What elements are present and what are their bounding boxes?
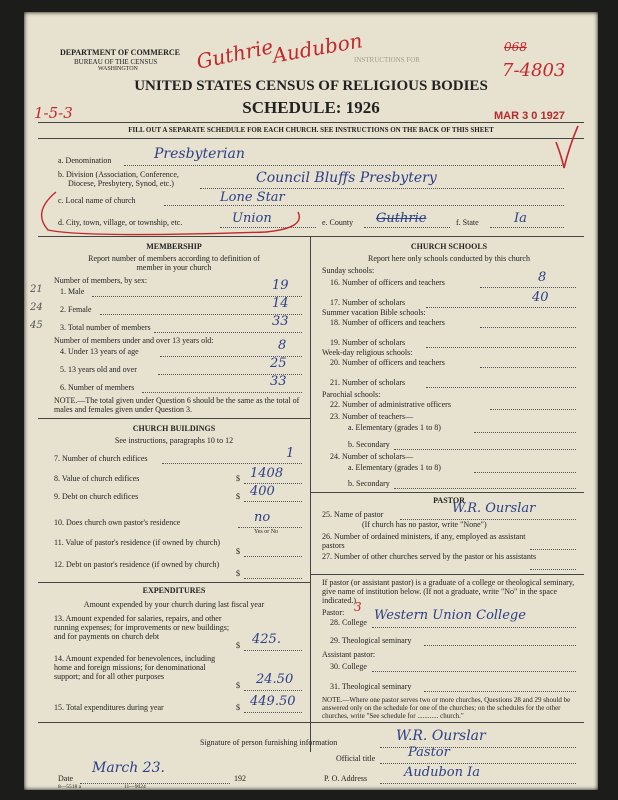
census-schedule-sheet: DEPARTMENT OF COMMERCE BUREAU OF THE CENSUS WASHINGTON INSTRUCTIONS FOR UNITED STATES CENSUS OF RELIGIOUS BODIES SCHEDULE: 1926 FILL OUT A SEPARATE SCHEDULE FOR EACH CHURCH. SEE INSTRUCTIONS ON THE BACK OF THIS SHEET Guthrie Audubon 1-5-3 068 7-4803 MAR 3 0 1927 a. Denomination Presbyterian b. Division (Association, Conference, Diocese, Presbytery, Synod, etc.) Council Bluffs Presbytery c. Local name of church Lone Star d. City, town, village, or township, etc. Union e. County Guthrie f. State Ia MEMBERSHIP Report number of members according to definition of member in your church Number of members, by sex: 1. Male 19 21 2. Female 14 24 3. Total number of members 33 45 Number of members under and over 13 years old: 4. Under 13 years of age 8 5. 13 years old and over 25 6. Number of members 33 NOTE.—The total given under Question 6 should be the same as the total of males and females given under Question 3. CHURCH BUILDINGS See instructions, paragraphs 10 to 12 7. Number of church edifices 1 8. Value of church edifices $ 1408 9. Debt on church edifices $ 400 10. Does church own pastor's residence no Yes or No 11. Value of pastor's residence (if owned by church) $ 12. Debt on pastor's residence (if owned by church) $ EXPENDITURES Amount expended by your church during last fiscal year 13. Amount expended for salaries, repairs, and other running expenses; for improvements or new buildings; and for payments on church debt $ 425. 14. Amount expended for benevolences, including home and foreign missions; for denominational support; and for all other purposes $ 24.50 15. Total expenditures during year $ 449.50 CHURCH SCHOOLS Report here only schools conducted by this church Sunday schools: 16. Number of officers and teachers 8 17. Number of scholars 40 Summer vacation Bible schools: 18. Number of officers and teachers 19. Number of scholars Week-day religious schools: 20. Number of officers and teachers 21. Number of scholars Parochial schools: 22. Number of administrative officers 23. Number of teachers— a. Elementary (grades 1 to 8) b. Secondary 24. Number of scholars— a. Elementary (grades 1 to 8) b. Secondary PASTOR 25. Name of pastor W.R. Ourslar (If church has no pastor, write "None") 26. Number of ordained ministers, if any, employed as assistant pastors 27. Number of other churches served by the pastor or his assistants If pastor (or assistant pastor) is a graduate of a college or theological seminary, give name of institution below. (If not a graduate, write "No" in the space indicated.) Pastor: 3 28. College Western Union College 29. Theological seminary Assistant pastor: 30. College 31. Theological seminary NOTE.—Where one pastor serves two or more churches, Questions 28 and 29 should be answered only on the schedule for one of the churches; on the schedules for the other churches, write "See schedule for ............ church." Signature of person furnishing information W.R. Ourslar Official title Pastor Date March 23. 192 P. O. Address Audubon Ia 8—5518 a 11—9024 (24, 12, 598, 790)
city-town-value: Union (232, 211, 272, 226)
q15-value: 449.50 (250, 694, 296, 709)
schools-subheading: Report here only schools conducted by this church (368, 254, 530, 263)
buildings-heading: CHURCH BUILDINGS (132, 424, 216, 433)
membership-heading: MEMBERSHIP (146, 242, 202, 251)
red-code-note: 1-5-3 (34, 104, 73, 122)
expenditures-subheading: Amount expended by your church during last fiscal year (83, 600, 265, 609)
local-name-value: Lone Star (220, 190, 285, 205)
q23a-label: a. Elementary (grades 1 to 8) (348, 423, 441, 432)
q1-value: 19 (272, 278, 289, 293)
q25-label: 25. Name of pastor (322, 510, 384, 519)
parochial-schools-label: Parochial schools: (322, 390, 381, 399)
q3-label: 3. Total number of members (60, 323, 151, 332)
red-circle-mark (26, 182, 326, 242)
pastor-sublabel: Pastor: (322, 608, 345, 617)
q7-label: 7. Number of church edifices (54, 454, 148, 463)
under-over-13-label: Number of members under and over 13 years old: (54, 336, 214, 345)
q9-label: 9. Debt on church edifices (54, 492, 139, 501)
q16-value: 8 (538, 270, 547, 285)
department-label: DEPARTMENT OF COMMERCE (60, 48, 181, 57)
denomination-value: Presbyterian (154, 146, 245, 162)
q23-label: 23. Number of teachers— (330, 412, 414, 421)
date-value: March 23. (92, 760, 165, 776)
q17-value: 40 (532, 290, 549, 305)
q14-label: 14. Amount expended for benevolences, including home and foreign missions; for denominational support; and for all other purposes (54, 654, 216, 681)
denomination-label: a. Denomination (58, 156, 112, 165)
q24-label: 24. Number of scholars— (330, 452, 414, 461)
q1-margin-note: 21 (30, 284, 43, 295)
division-label-line1: b. Division (Association, Conference, (58, 170, 179, 179)
graduate-note: If pastor (or assistant pastor) is a graduate of a college or theological seminary, give name of institution below. (If not a graduate, write "No" in the space indicated.) (322, 578, 575, 605)
q28-value: Western Union College (374, 608, 526, 623)
q2-margin-note: 24 (30, 302, 43, 313)
city-label: WASHINGTON (98, 66, 138, 72)
q24a-label: a. Elementary (grades 1 to 8) (348, 463, 441, 472)
crossed-out-number: 068 (504, 40, 527, 54)
q26-label: 26. Number of ordained ministers, if any, employed as assistant pastors (322, 532, 526, 550)
official-title-value: Pastor (408, 745, 450, 760)
q22-label: 22. Number of administrative officers (330, 400, 451, 409)
q25-note: (If church has no pastor, write "None") (362, 520, 487, 529)
state-label: f. State (456, 218, 479, 227)
red-file-number: 7-4803 (502, 60, 566, 81)
q30-label: 30. College (330, 662, 367, 671)
pastor-red-mark: 3 (354, 600, 362, 614)
members-by-sex-label: Number of members, by sex: (54, 276, 148, 285)
year-prefix: 192 (234, 774, 246, 783)
q8-value: 1408 (250, 466, 284, 481)
q13-value: 425. (252, 632, 281, 647)
sunday-schools-label: Sunday schools: (322, 266, 375, 275)
received-date-stamp: MAR 3 0 1927 (494, 110, 565, 122)
po-address-value: Audubon Ia (404, 765, 480, 780)
membership-intro-1: Report number of members according to definition of (88, 254, 260, 263)
q1-label: 1. Male (60, 287, 85, 296)
q12-label: 12. Debt on pastor's residence (if owned by church) (54, 560, 220, 569)
q23b-label: b. Secondary (348, 440, 390, 449)
bureau-label: BUREAU OF THE CENSUS (74, 58, 158, 66)
q5-label: 5. 13 years old and over (60, 365, 137, 374)
q31-label: 31. Theological seminary (330, 682, 412, 691)
q6-label: 6. Number of members (60, 383, 135, 392)
q24b-label: b. Secondary (348, 479, 390, 488)
signature-value: W.R. Ourslar (396, 728, 486, 744)
county-value: Guthrie (376, 211, 427, 226)
fill-out-instruction: FILL OUT A SEPARATE SCHEDULE FOR EACH CHURCH. SEE INSTRUCTIONS ON THE BACK OF THIS SHEET (128, 126, 494, 134)
division-value: Council Bluffs Presbytery (256, 170, 437, 186)
schools-heading: CHURCH SCHOOLS (410, 242, 488, 251)
state-value: Ia (514, 211, 527, 226)
schedule-title: SCHEDULE: 1926 (242, 98, 380, 117)
q27-label: 27. Number of other churches served by the pastor or his assistants (322, 552, 537, 561)
form-title: UNITED STATES CENSUS OF RELIGIOUS BODIES (134, 78, 488, 94)
official-title-label: Official title (336, 754, 376, 763)
q10-label: 10. Does church own pastor's residence (54, 518, 181, 527)
red-check-mark (554, 124, 580, 170)
division-label-line2: Diocese, Presbytery, Synod, etc.) (68, 179, 174, 188)
q18-label: 18. Number of officers and teachers (330, 318, 445, 327)
q5-value: 25 (270, 356, 287, 371)
q15-label: 15. Total expenditures during year (54, 703, 164, 712)
q25-value: W.R. Ourslar (452, 501, 536, 516)
q6-value: 33 (270, 374, 287, 389)
q3-margin-note: 45 (30, 320, 43, 331)
buildings-subheading: See instructions, paragraphs 10 to 12 (114, 436, 234, 445)
q16-label: 16. Number of officers and teachers (330, 278, 445, 287)
expenditures-heading: EXPENDITURES (142, 586, 206, 595)
form-number-2: 11—9024 (124, 784, 146, 790)
local-name-label: c. Local name of church (58, 196, 136, 205)
q8-label: 8. Value of church edifices (54, 474, 140, 483)
yes-no-hint: Yes or No (254, 529, 279, 535)
pastor-note: NOTE.—Where one pastor serves two or more churches, Questions 28 and 29 should be answered only on the schedule for one of the churches; on the schedules for the other churches, write "See schedule for ............ church." (322, 696, 571, 720)
q20-label: 20. Number of officers and teachers (330, 358, 445, 367)
red-pencil-mark: Guthrie (194, 34, 276, 74)
county-label: e. County (322, 218, 354, 227)
form-number: 8—5518 a (58, 784, 82, 790)
q11-label: 11. Value of pastor's residence (if owned by church) (54, 538, 221, 547)
q7-value: 1 (286, 446, 295, 461)
q13-label: 13. Amount expended for salaries, repairs, and other running expenses; for improvements or new buildings; and for payments on church debt (54, 614, 230, 641)
q4-label: 4. Under 13 years of age (60, 347, 139, 356)
q3-value: 33 (272, 314, 289, 329)
q17-label: 17. Number of scholars (330, 298, 406, 307)
pastor-heading: PASTOR (433, 496, 465, 505)
po-address-label: P. O. Address (324, 774, 368, 783)
q4-value: 8 (278, 338, 287, 353)
summer-schools-label: Summer vacation Bible schools: (322, 308, 426, 317)
q10-value: no (254, 510, 271, 525)
q2-value: 14 (272, 296, 289, 311)
q2-label: 2. Female (60, 305, 92, 314)
city-town-label: d. City, town, village, or township, etc. (58, 218, 183, 227)
q19-label: 19. Number of scholars (330, 338, 406, 347)
q21-label: 21. Number of scholars (330, 378, 406, 387)
red-pencil-county-note: Audubon (270, 28, 365, 68)
q9-value: 400 (250, 484, 275, 499)
weekday-schools-label: Week-day religious schools: (322, 348, 413, 357)
date-label: Date (58, 774, 74, 783)
background-instructions-text: INSTRUCTIONS FOR (354, 56, 420, 64)
q29-label: 29. Theological seminary (330, 636, 412, 645)
membership-intro-2: member in your church (136, 263, 212, 272)
q14-value: 24.50 (256, 672, 294, 687)
membership-note: NOTE.—The total given under Question 6 should be the same as the total of males and females given under Question 3. (54, 396, 300, 414)
signature-label: Signature of person furnishing information (200, 738, 338, 747)
q28-label: 28. College (330, 618, 367, 627)
assistant-pastor-label: Assistant pastor: (322, 650, 376, 659)
